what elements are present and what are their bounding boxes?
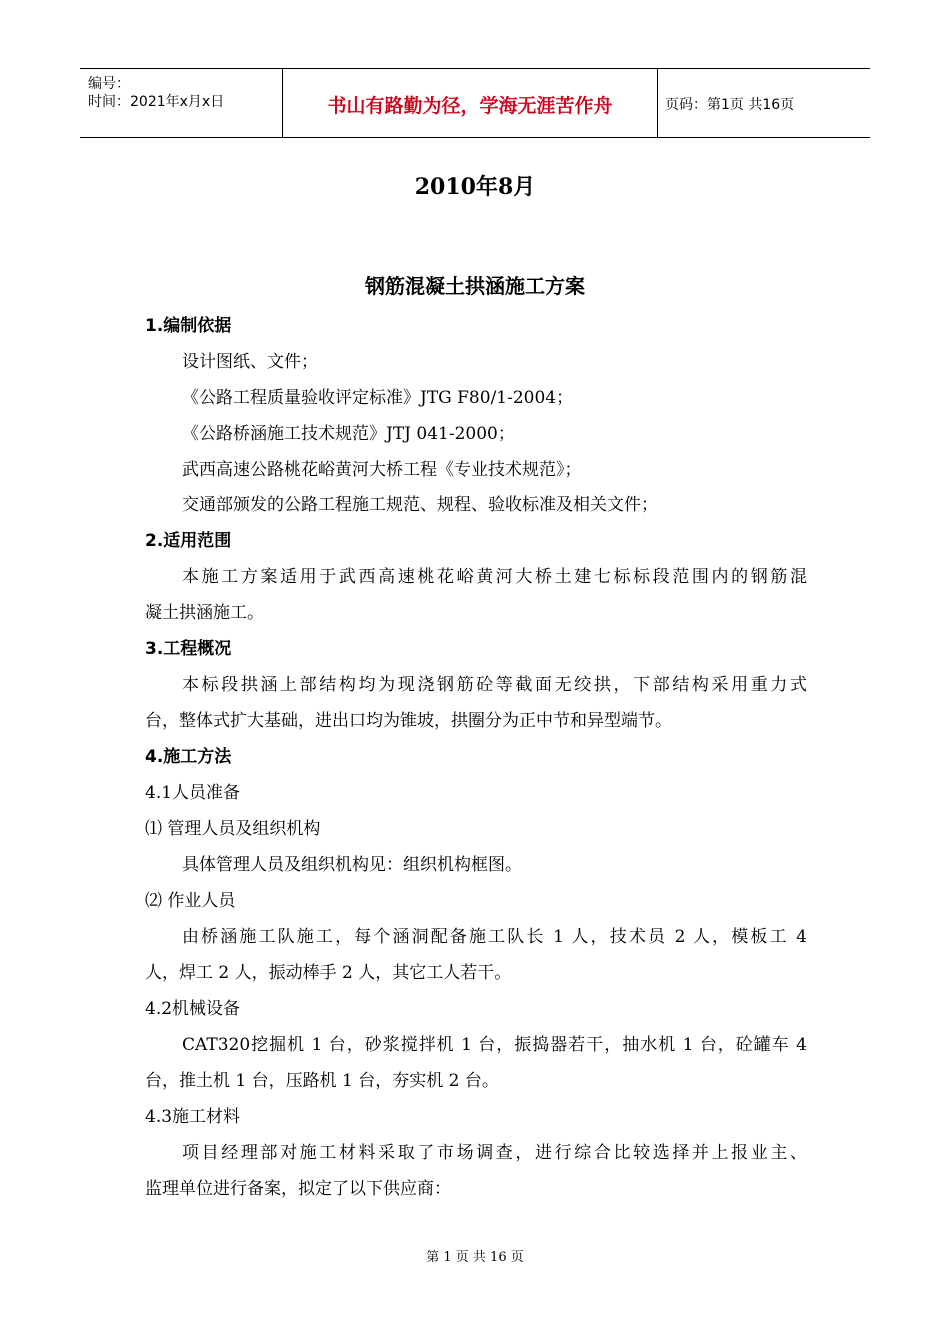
basis-item: 设计图纸、文件；: [182, 352, 318, 372]
list-item-heading: ⑴ 管理人员及组织机构: [145, 819, 321, 839]
time-label: 时间：2021年x月x日: [88, 94, 225, 110]
motto: 书山有路勤为径，学海无涯苦作舟: [327, 95, 613, 117]
paragraph-line: 具体管理人员及组织机构见：组织机构框图。: [182, 855, 522, 875]
paragraph-line: CAT320挖掘机 1 台，砂浆搅拌机 1 台，振捣器若干，抽水机 1 台，砼罐车 4: [182, 1035, 807, 1055]
subsection-heading: 4.2机械设备: [145, 999, 241, 1019]
document-date: 2010年8月: [414, 174, 536, 200]
subsection-heading: 4.3施工材料: [145, 1107, 241, 1127]
paragraph-line: 由桥涵施工队施工，每个涵洞配备施工队长 1 人，技术员 2 人，模板工 4: [182, 927, 807, 947]
scope-paragraph-line: 凝土拱涵施工。: [145, 603, 264, 623]
basis-item: 武西高速公路桃花峪黄河大桥工程《专业技术规范》；: [182, 460, 582, 480]
section-heading-1: 1.编制依据: [145, 316, 232, 336]
header-meta: [80, 69, 282, 137]
paragraph-line: 项目经理部对施工材料采取了市场调查，进行综合比较选择并上报业主、: [182, 1143, 807, 1163]
paragraph-line: 人，焊工 2 人，振动棒手 2 人，其它工人若干。: [145, 963, 512, 983]
page-header: [80, 68, 870, 138]
scope-paragraph-line: 本施工方案适用于武西高速桃花峪黄河大桥土建七标标段范围内的钢筋混: [182, 567, 807, 587]
overview-paragraph-line: 本标段拱涵上部结构均为现浇钢筋砼等截面无绞拱，下部结构采用重力式: [182, 675, 807, 695]
document-title: 钢筋混凝土拱涵施工方案: [365, 274, 585, 298]
basis-item: 《公路桥涵施工技术规范》JTJ 041-2000；: [182, 424, 515, 444]
paragraph-line: 监理单位进行备案，拟定了以下供应商：: [145, 1179, 451, 1199]
section-heading-4: 4.施工方法: [145, 747, 232, 767]
list-item-heading: ⑵ 作业人员: [145, 891, 236, 911]
section-heading-3: 3.工程概况: [145, 639, 232, 659]
page-info: 页码：第1页 共16页: [665, 97, 795, 113]
basis-item: 《公路工程质量验收评定标准》JTG F80/1-2004；: [182, 388, 574, 408]
basis-item: 交通部颁发的公路工程施工规范、规程、验收标准及相关文件；: [182, 495, 658, 515]
serial-label: 编号：: [88, 76, 130, 92]
header-motto-cell: [282, 69, 658, 137]
overview-paragraph-line: 台，整体式扩大基础，进出口均为锥坡，拱圈分为正中节和异型端节。: [145, 711, 672, 731]
section-heading-2: 2.适用范围: [145, 531, 232, 551]
page-footer: 第 1 页 共 16 页: [426, 1250, 524, 1265]
header-page-cell: [657, 69, 870, 137]
paragraph-line: 台，推土机 1 台，压路机 1 台，夯实机 2 台。: [145, 1071, 499, 1091]
subsection-heading: 4.1人员准备: [145, 783, 241, 803]
